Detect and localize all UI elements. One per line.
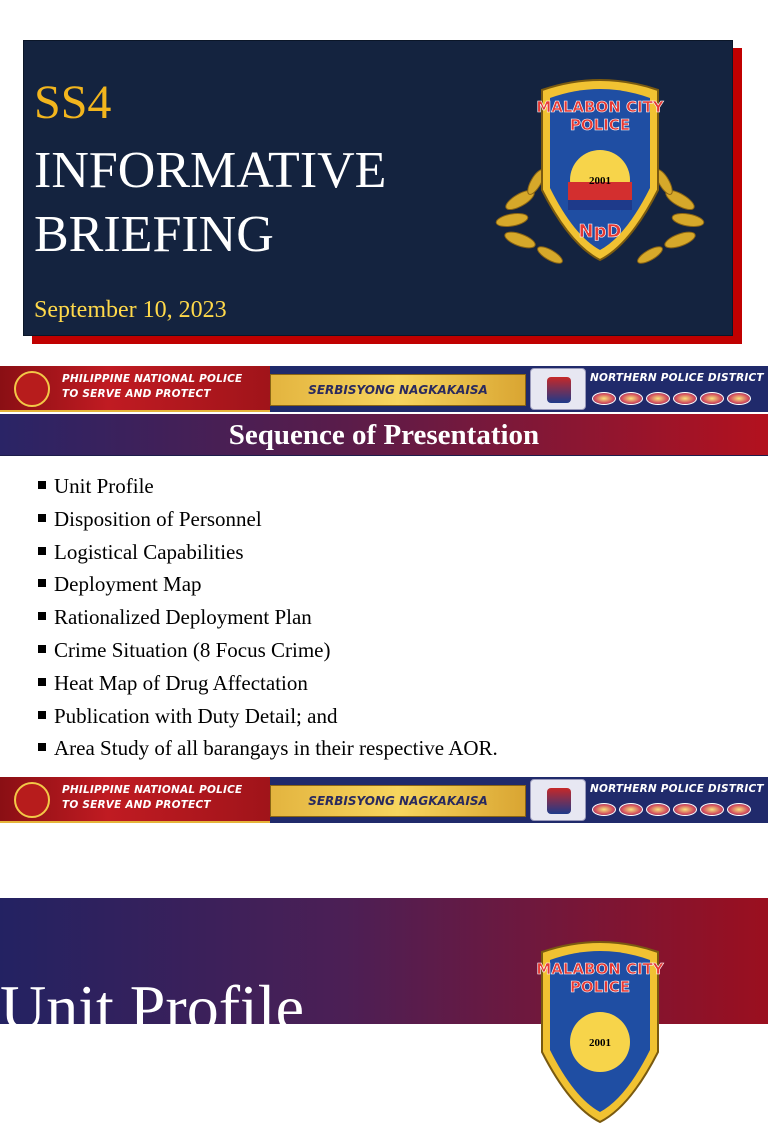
list-item: Unit Profile	[38, 470, 498, 503]
bullet-icon	[38, 743, 46, 751]
banner-left-line2: TO SERVE AND PROTECT	[62, 388, 211, 400]
list-item: Area Study of all barangays in their respective AOR.	[38, 732, 498, 765]
list-item: Crime Situation (8 Focus Crime)	[38, 634, 498, 667]
sequence-list	[38, 470, 498, 765]
list-item: Heat Map of Drug Affectation	[38, 667, 498, 700]
bullet-icon	[38, 678, 46, 686]
logo-year: 2001	[589, 1037, 611, 1049]
bullet-icon	[38, 579, 46, 587]
slide-title	[34, 139, 386, 267]
logo-bottom-text: NpD	[578, 221, 622, 242]
list-item: Deployment Map	[38, 568, 498, 601]
list-item: Rationalized Deployment Plan	[38, 601, 498, 634]
bullet-icon	[38, 612, 46, 620]
banner-left-panel	[0, 777, 270, 823]
pnp-banner-bottom	[0, 777, 768, 823]
city-emblems-icon	[592, 803, 764, 819]
banner-middle-panel	[270, 785, 526, 817]
bullet-icon	[38, 547, 46, 555]
banner-left-line1: PHILIPPINE NATIONAL POLICE	[62, 373, 243, 385]
pnp-banner-top	[0, 366, 768, 412]
city-emblems-icon	[592, 392, 764, 408]
npd-badge-icon	[530, 368, 586, 410]
unit-profile-title: Unit Profile	[0, 972, 304, 1043]
banner-left-text	[62, 372, 242, 402]
briefing-date: September 10, 2023	[34, 297, 227, 323]
pnp-seal-icon	[14, 371, 50, 407]
bullet-icon	[38, 514, 46, 522]
npd-badge-icon	[530, 779, 586, 821]
bullet-icon	[38, 481, 46, 489]
banner-left-line1: PHILIPPINE NATIONAL POLICE	[62, 784, 243, 796]
list-item: Logistical Capabilities	[38, 536, 498, 569]
sequence-header-text: Sequence of Presentation	[228, 419, 540, 451]
list-item: Publication with Duty Detail; and	[38, 700, 498, 733]
bullet-icon	[38, 711, 46, 719]
banner-middle-panel	[270, 374, 526, 406]
slide-code: SS4	[34, 76, 112, 129]
malabon-police-logo	[490, 70, 710, 270]
bullet-icon	[38, 645, 46, 653]
pnp-seal-icon	[14, 782, 50, 818]
unit-profile-slide	[0, 898, 768, 1049]
banner-left-line2: TO SERVE AND PROTECT	[62, 799, 211, 811]
logo-top-text: MALABON CITY	[536, 98, 664, 116]
slide-title-line1: INFORMATIVE	[34, 142, 387, 199]
banner-middle-text: SERBISYONG NAGKAKAISA	[308, 794, 488, 808]
sequence-header	[0, 414, 768, 456]
slide-title-line2: BRIEFING	[34, 206, 274, 263]
logo-top-text2: POLICE	[569, 116, 631, 134]
logo-top-text2: POLICE	[569, 978, 631, 996]
logo-year: 2001	[589, 175, 611, 187]
logo-top-text: MALABON CITY	[536, 960, 664, 978]
malabon-police-logo	[490, 932, 710, 1132]
title-slide	[0, 0, 768, 362]
banner-middle-text: SERBISYONG NAGKAKAISA	[308, 383, 488, 397]
banner-right-text: NORTHERN POLICE DISTRICT	[590, 783, 764, 795]
list-item: Disposition of Personnel	[38, 503, 498, 536]
banner-right-text: NORTHERN POLICE DISTRICT	[590, 372, 764, 384]
banner-left-panel	[0, 366, 270, 412]
banner-left-text	[62, 783, 242, 813]
